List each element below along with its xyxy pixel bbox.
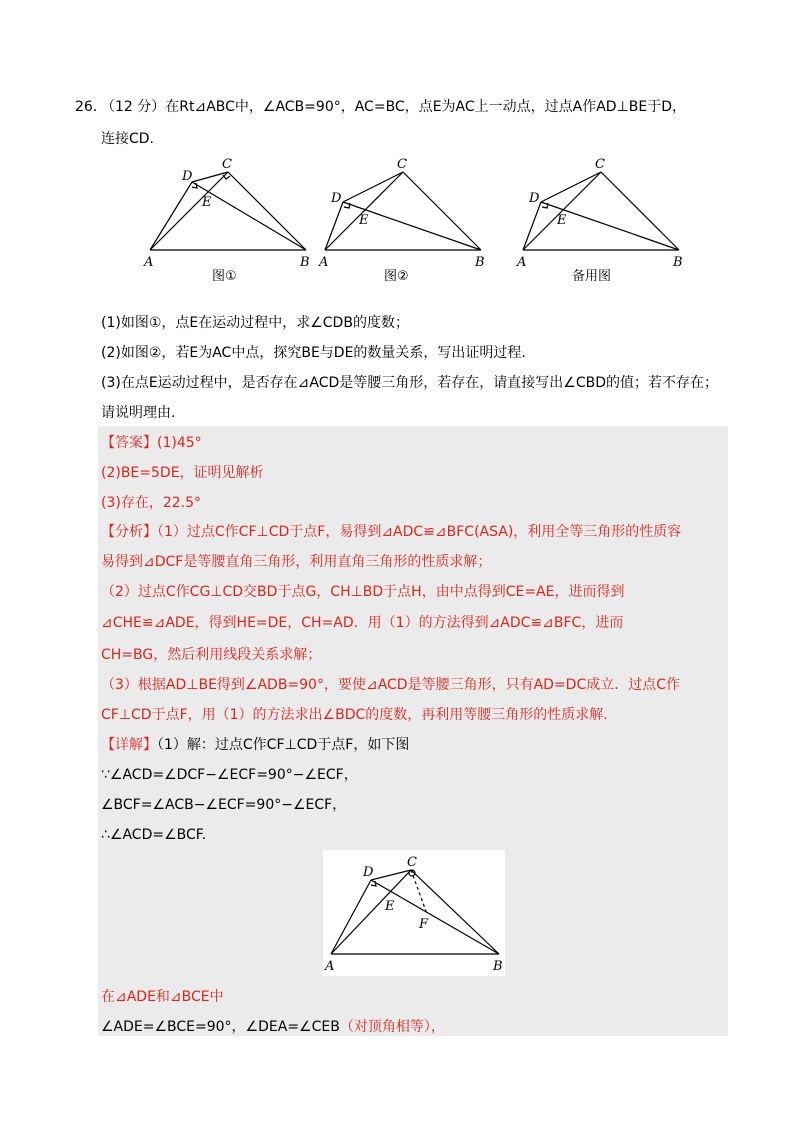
- question-score: （12 分）: [101, 99, 166, 115]
- detail-step-3: ∴∠ACD=∠BCF.: [101, 827, 207, 843]
- label-e: E: [557, 213, 567, 228]
- label-a: A: [325, 959, 335, 974]
- detail-intro: （1）解：过点C作CF⊥CD于点F，如下图: [157, 737, 410, 753]
- label-c: C: [397, 157, 407, 172]
- analysis-line-5: CH=BG，然后利用线段关系求解；: [101, 647, 322, 663]
- figure-detail: [323, 850, 505, 976]
- detail-label: 【详解】: [101, 737, 157, 753]
- analysis-line-1: [101, 521, 681, 543]
- analysis-line-2: 易得到⊿DCF是等腰直角三角形，利用直角三角形的性质求解；: [101, 554, 492, 570]
- sub-question-2: (2)如图②，若E为AC中点，探究BE与DE的数量关系，写出证明过程.: [101, 345, 526, 361]
- answer-2: (2)BE=5DE，证明见解析: [101, 465, 264, 481]
- label-b: B: [475, 255, 485, 270]
- label-a: A: [144, 255, 154, 270]
- analysis-label: 【分析】: [101, 524, 157, 540]
- answer-1: (1)45°: [157, 435, 202, 451]
- label-c: C: [595, 157, 605, 172]
- right-angle-c: [223, 175, 230, 179]
- label-e: E: [385, 899, 395, 914]
- figure-spare-caption: 备用图: [572, 269, 612, 284]
- detail-step-5-note: （对顶角相等），: [339, 1019, 445, 1035]
- question-stem: 在Rt⊿ABC中，∠ACB=90°，AC=BC，点E为AC上一动点，过点A作AD⊥BE于D，: [165, 99, 687, 115]
- detail-step-5: [101, 1016, 445, 1038]
- sub-question-3-line1: (3)在点E运动过程中，是否存在⊿ACD是等腰三角形，若存在，请直接写出∠CBD的值；若不存在；: [101, 375, 719, 391]
- detail-step-2: ∠BCF=∠ACB−∠ECF=90°−∠ECF，: [101, 797, 347, 813]
- answer-line-1: [101, 432, 202, 454]
- answer-label: 【答案】: [101, 435, 157, 451]
- figure-1-caption: 图①: [212, 269, 237, 284]
- analysis-line-6: （3）根据AD⊥BE得到∠ADB=90°，要使⊿ACD是等腰三角形，只有AD=DC成立．过点C作: [101, 677, 681, 693]
- label-e: E: [359, 213, 369, 228]
- label-a: A: [517, 255, 527, 270]
- label-d: D: [529, 191, 540, 206]
- detail-line-1: [101, 734, 409, 756]
- sub-question-1: (1)如图①，点E在运动过程中，求∠CDB的度数；: [101, 315, 409, 331]
- label-d: D: [182, 169, 193, 184]
- label-b: B: [673, 255, 683, 270]
- seg-ad: [150, 182, 192, 250]
- figure-spare: [513, 152, 693, 272]
- figure-2-caption: 图②: [384, 269, 409, 284]
- analysis-text-1: （1）过点C作CF⊥CD于点F，易得到⊿ADC≌⊿BFC(ASA)，利用全等三角形的性质容: [157, 524, 682, 540]
- detail-step-4: 在⊿ADE和⊿BCE中: [101, 989, 224, 1005]
- question-number: 26.: [75, 99, 98, 115]
- analysis-line-4: ⊿CHE≌⊿ADE，得到HE=DE，CH=AD．用（1）的方法得到⊿ADC≌⊿BFC，进而: [101, 615, 624, 631]
- label-a: A: [319, 255, 329, 270]
- question-stem-line1: [101, 96, 686, 118]
- label-f: F: [419, 917, 429, 932]
- analysis-line-3: （2）过点C作CG⊥CD交BD于点G，CH⊥BD于点H，由中点得到CE=AE，进而得到: [101, 584, 625, 600]
- question-stem-line2: 连接CD.: [101, 131, 155, 147]
- sub-question-3-line2: 请说明理由.: [101, 405, 176, 421]
- figure-2: [315, 152, 495, 272]
- detail-step-5-text: ∠ADE=∠BCE=90°，∠DEA=∠CEB: [101, 1019, 340, 1035]
- label-c: C: [407, 855, 417, 870]
- label-d: D: [331, 191, 342, 206]
- label-c: C: [222, 157, 232, 172]
- analysis-line-7: CF⊥CD于点F，用（1）的方法求出∠BDC的度数，再利用等腰三角形的性质求解.: [101, 707, 608, 723]
- detail-step-1: ∵∠ACD=∠DCF−∠ECF=90°−∠ECF，: [101, 767, 358, 783]
- figure-1: [140, 152, 320, 272]
- label-b: B: [493, 959, 503, 974]
- answer-3: (3)存在，22.5°: [101, 495, 202, 511]
- label-e: E: [202, 195, 212, 210]
- label-d: D: [363, 865, 374, 880]
- label-b: B: [300, 255, 310, 270]
